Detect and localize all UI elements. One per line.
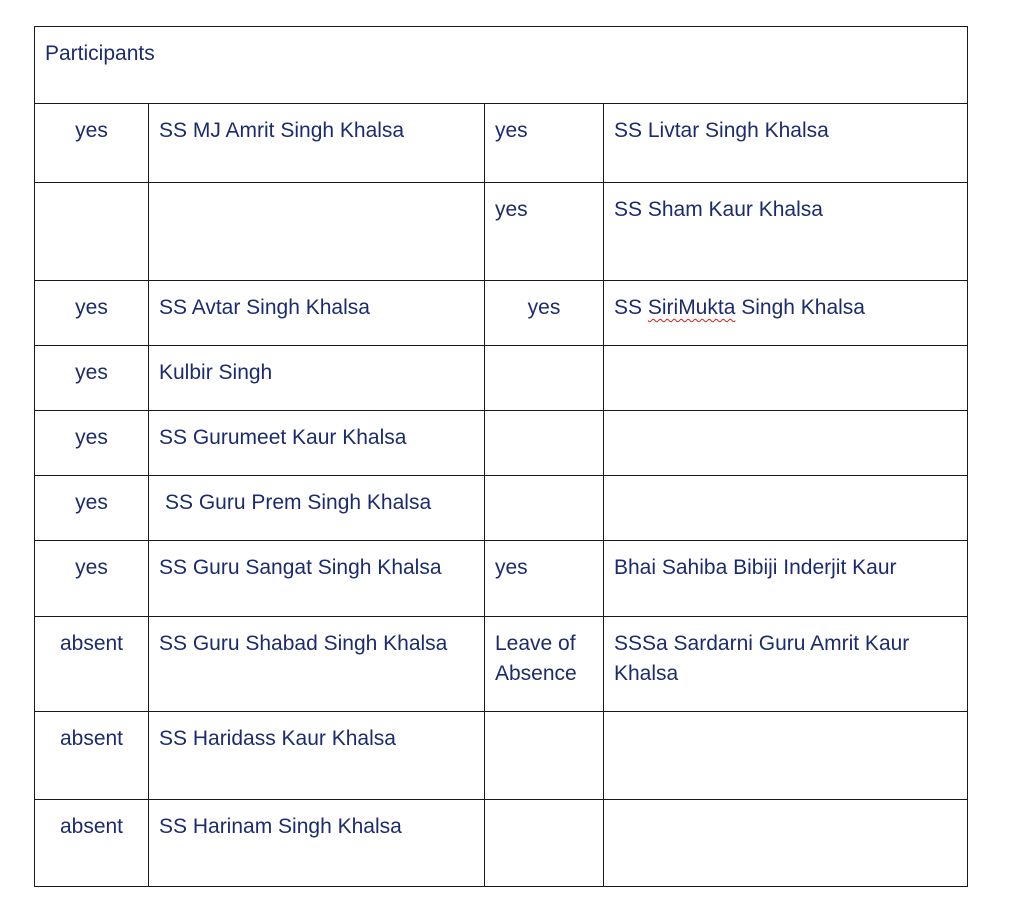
name-cell — [149, 476, 485, 541]
name-text: SS Guru Prem Singh Khalsa — [165, 491, 432, 514]
name-cell: SS MJ Amrit Singh Khalsa — [149, 104, 485, 183]
status-cell: yes — [485, 541, 604, 617]
status-cell: yes — [35, 104, 149, 183]
name-prefix: SS — [614, 296, 648, 319]
status-cell: absent — [35, 712, 149, 800]
name-cell — [604, 411, 968, 476]
name-cell: SSSa Sardarni Guru Amrit Kaur Khalsa — [604, 617, 968, 712]
status-cell: absent — [35, 800, 149, 887]
table-row — [35, 411, 968, 476]
status-cell: yes — [35, 541, 149, 617]
status-cell: yes — [35, 476, 149, 541]
participants-table — [34, 26, 968, 887]
table-row — [35, 183, 968, 281]
name-cell — [604, 346, 968, 411]
status-cell — [485, 476, 604, 541]
table-title: Participants — [35, 27, 968, 104]
name-cell — [604, 712, 968, 800]
status-cell — [35, 183, 149, 281]
status-cell: Leave of Absence — [485, 617, 604, 712]
table-row — [35, 281, 968, 346]
name-cell — [149, 183, 485, 281]
name-cell: Kulbir Singh — [149, 346, 485, 411]
table-row — [35, 800, 968, 887]
status-cell — [485, 800, 604, 887]
table-header-row — [35, 27, 968, 104]
table-row — [35, 617, 968, 712]
status-cell — [485, 712, 604, 800]
status-cell: yes — [35, 281, 149, 346]
status-cell: absent — [35, 617, 149, 712]
status-cell — [485, 346, 604, 411]
table-row — [35, 346, 968, 411]
name-suffix: Singh Khalsa — [735, 296, 865, 319]
table-row — [35, 712, 968, 800]
status-cell — [485, 411, 604, 476]
name-cell — [604, 281, 968, 346]
name-cell: SS Guru Sangat Singh Khalsa — [149, 541, 485, 617]
name-cell: SS Haridass Kaur Khalsa — [149, 712, 485, 800]
name-cell: SS Avtar Singh Khalsa — [149, 281, 485, 346]
name-cell: Bhai Sahiba Bibiji Inderjit Kaur — [604, 541, 968, 617]
name-cell — [604, 476, 968, 541]
status-cell: yes — [35, 411, 149, 476]
name-cell: SS Livtar Singh Khalsa — [604, 104, 968, 183]
table-row — [35, 104, 968, 183]
status-cell: yes — [35, 346, 149, 411]
status-cell: yes — [485, 281, 604, 346]
name-cell: SS Guru Shabad Singh Khalsa — [149, 617, 485, 712]
name-cell: SS Sham Kaur Khalsa — [604, 183, 968, 281]
name-cell — [604, 800, 968, 887]
name-cell: SS Harinam Singh Khalsa — [149, 800, 485, 887]
table-row — [35, 541, 968, 617]
misspelled-word[interactable]: SiriMukta — [647, 296, 736, 319]
table-row — [35, 476, 968, 541]
name-cell: SS Gurumeet Kaur Khalsa — [149, 411, 485, 476]
status-cell: yes — [485, 183, 604, 281]
status-cell: yes — [485, 104, 604, 183]
